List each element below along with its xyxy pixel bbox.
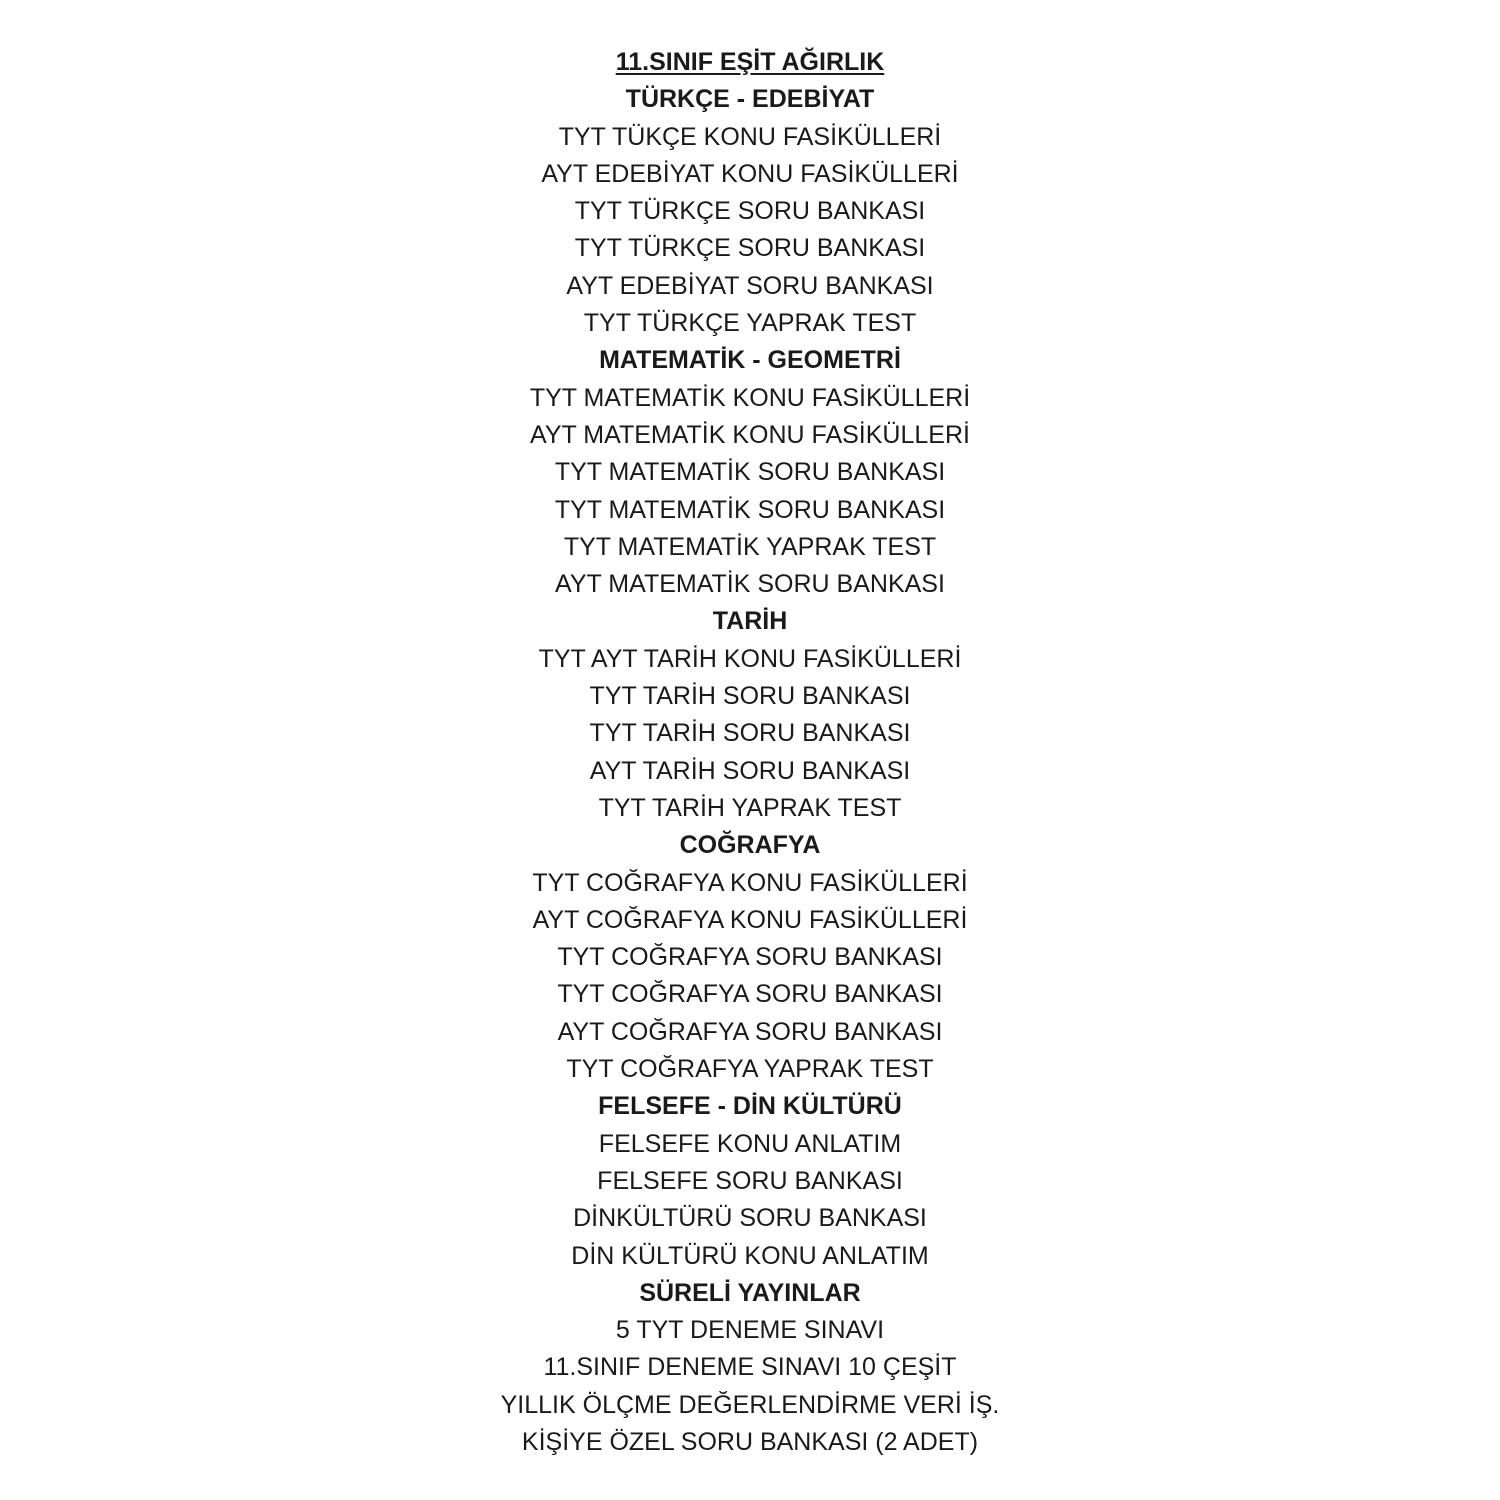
list-item: TYT TÜRKÇE SORU BANKASI	[574, 197, 926, 226]
list-item: AYT COĞRAFYA SORU BANKASI	[557, 1017, 943, 1046]
list-item: TYT COĞRAFYA KONU FASİKÜLLERİ	[532, 868, 968, 897]
section-heading: MATEMATİK - GEOMETRİ	[599, 346, 901, 375]
item-list	[0, 865, 1500, 1089]
section-heading: COĞRAFYA	[679, 831, 821, 860]
list-item: DİNKÜLTÜRÜ SORU BANKASI	[573, 1204, 927, 1233]
list-item: TYT TÜRKÇE SORU BANKASI	[574, 234, 926, 263]
list-item: TYT TÜKÇE KONU FASİKÜLLERİ	[558, 122, 942, 151]
section-heading: SÜRELİ YAYINLAR	[639, 1278, 861, 1307]
section-turkce-edebiyat	[0, 81, 1500, 342]
list-item: TYT MATEMATİK YAPRAK TEST	[563, 532, 937, 561]
list-item: DİN KÜLTÜRÜ KONU ANLATIM	[571, 1241, 929, 1270]
section-heading: TARİH	[712, 607, 788, 636]
list-item: FELSEFE KONU ANLATIM	[598, 1129, 902, 1158]
list-item: TYT TÜRKÇE YAPRAK TEST	[583, 309, 917, 338]
section-heading: TÜRKÇE - EDEBİYAT	[625, 85, 875, 114]
list-item: TYT TARİH YAPRAK TEST	[598, 793, 902, 822]
item-list	[0, 641, 1500, 827]
list-item: AYT TARİH SORU BANKASI	[589, 756, 911, 785]
list-item: TYT TARİH SORU BANKASI	[589, 719, 911, 748]
item-list	[0, 380, 1500, 604]
list-item: TYT COĞRAFYA YAPRAK TEST	[566, 1055, 934, 1084]
section-cografya	[0, 827, 1500, 1088]
list-item: TYT MATEMATİK SORU BANKASI	[554, 495, 946, 524]
list-item: TYT COĞRAFYA SORU BANKASI	[557, 943, 943, 972]
list-item: TYT COĞRAFYA SORU BANKASI	[557, 980, 943, 1009]
list-item: TYT MATEMATİK KONU FASİKÜLLERİ	[529, 383, 971, 412]
list-item: AYT MATEMATİK SORU BANKASI	[555, 570, 945, 599]
document-title: 11.SINIF EŞİT AĞIRLIK	[615, 48, 885, 76]
list-item: 11.SINIF DENEME SINAVI 10 ÇEŞİT	[543, 1353, 957, 1382]
item-list	[0, 1126, 1500, 1275]
list-item: AYT MATEMATİK KONU FASİKÜLLERİ	[530, 420, 970, 449]
section-tarih	[0, 603, 1500, 827]
item-list	[0, 119, 1500, 343]
list-item: TYT MATEMATİK SORU BANKASI	[554, 458, 946, 487]
list-item: 5 TYT DENEME SINAVI	[615, 1316, 885, 1345]
section-sureli-yayinlar	[0, 1275, 1500, 1461]
list-item: TYT AYT TARİH KONU FASİKÜLLERİ	[538, 644, 962, 673]
list-item: TYT TARİH SORU BANKASI	[589, 682, 911, 711]
list-item: KİŞİYE ÖZEL SORU BANKASI (2 ADET)	[521, 1427, 979, 1456]
list-item: AYT EDEBİYAT KONU FASİKÜLLERİ	[541, 159, 959, 188]
section-felsefe-din-kulturu	[0, 1088, 1500, 1274]
section-heading: FELSEFE - DİN KÜLTÜRÜ	[598, 1092, 902, 1121]
list-item: FELSEFE SORU BANKASI	[597, 1166, 903, 1195]
section-matematik-geometri	[0, 342, 1500, 603]
list-item: YILLIK ÖLÇME DEĞERLENDİRME VERİ İŞ.	[500, 1390, 1000, 1419]
list-item: AYT EDEBİYAT SORU BANKASI	[566, 271, 934, 300]
item-list	[0, 1312, 1500, 1461]
list-item: AYT COĞRAFYA KONU FASİKÜLLERİ	[532, 905, 968, 934]
